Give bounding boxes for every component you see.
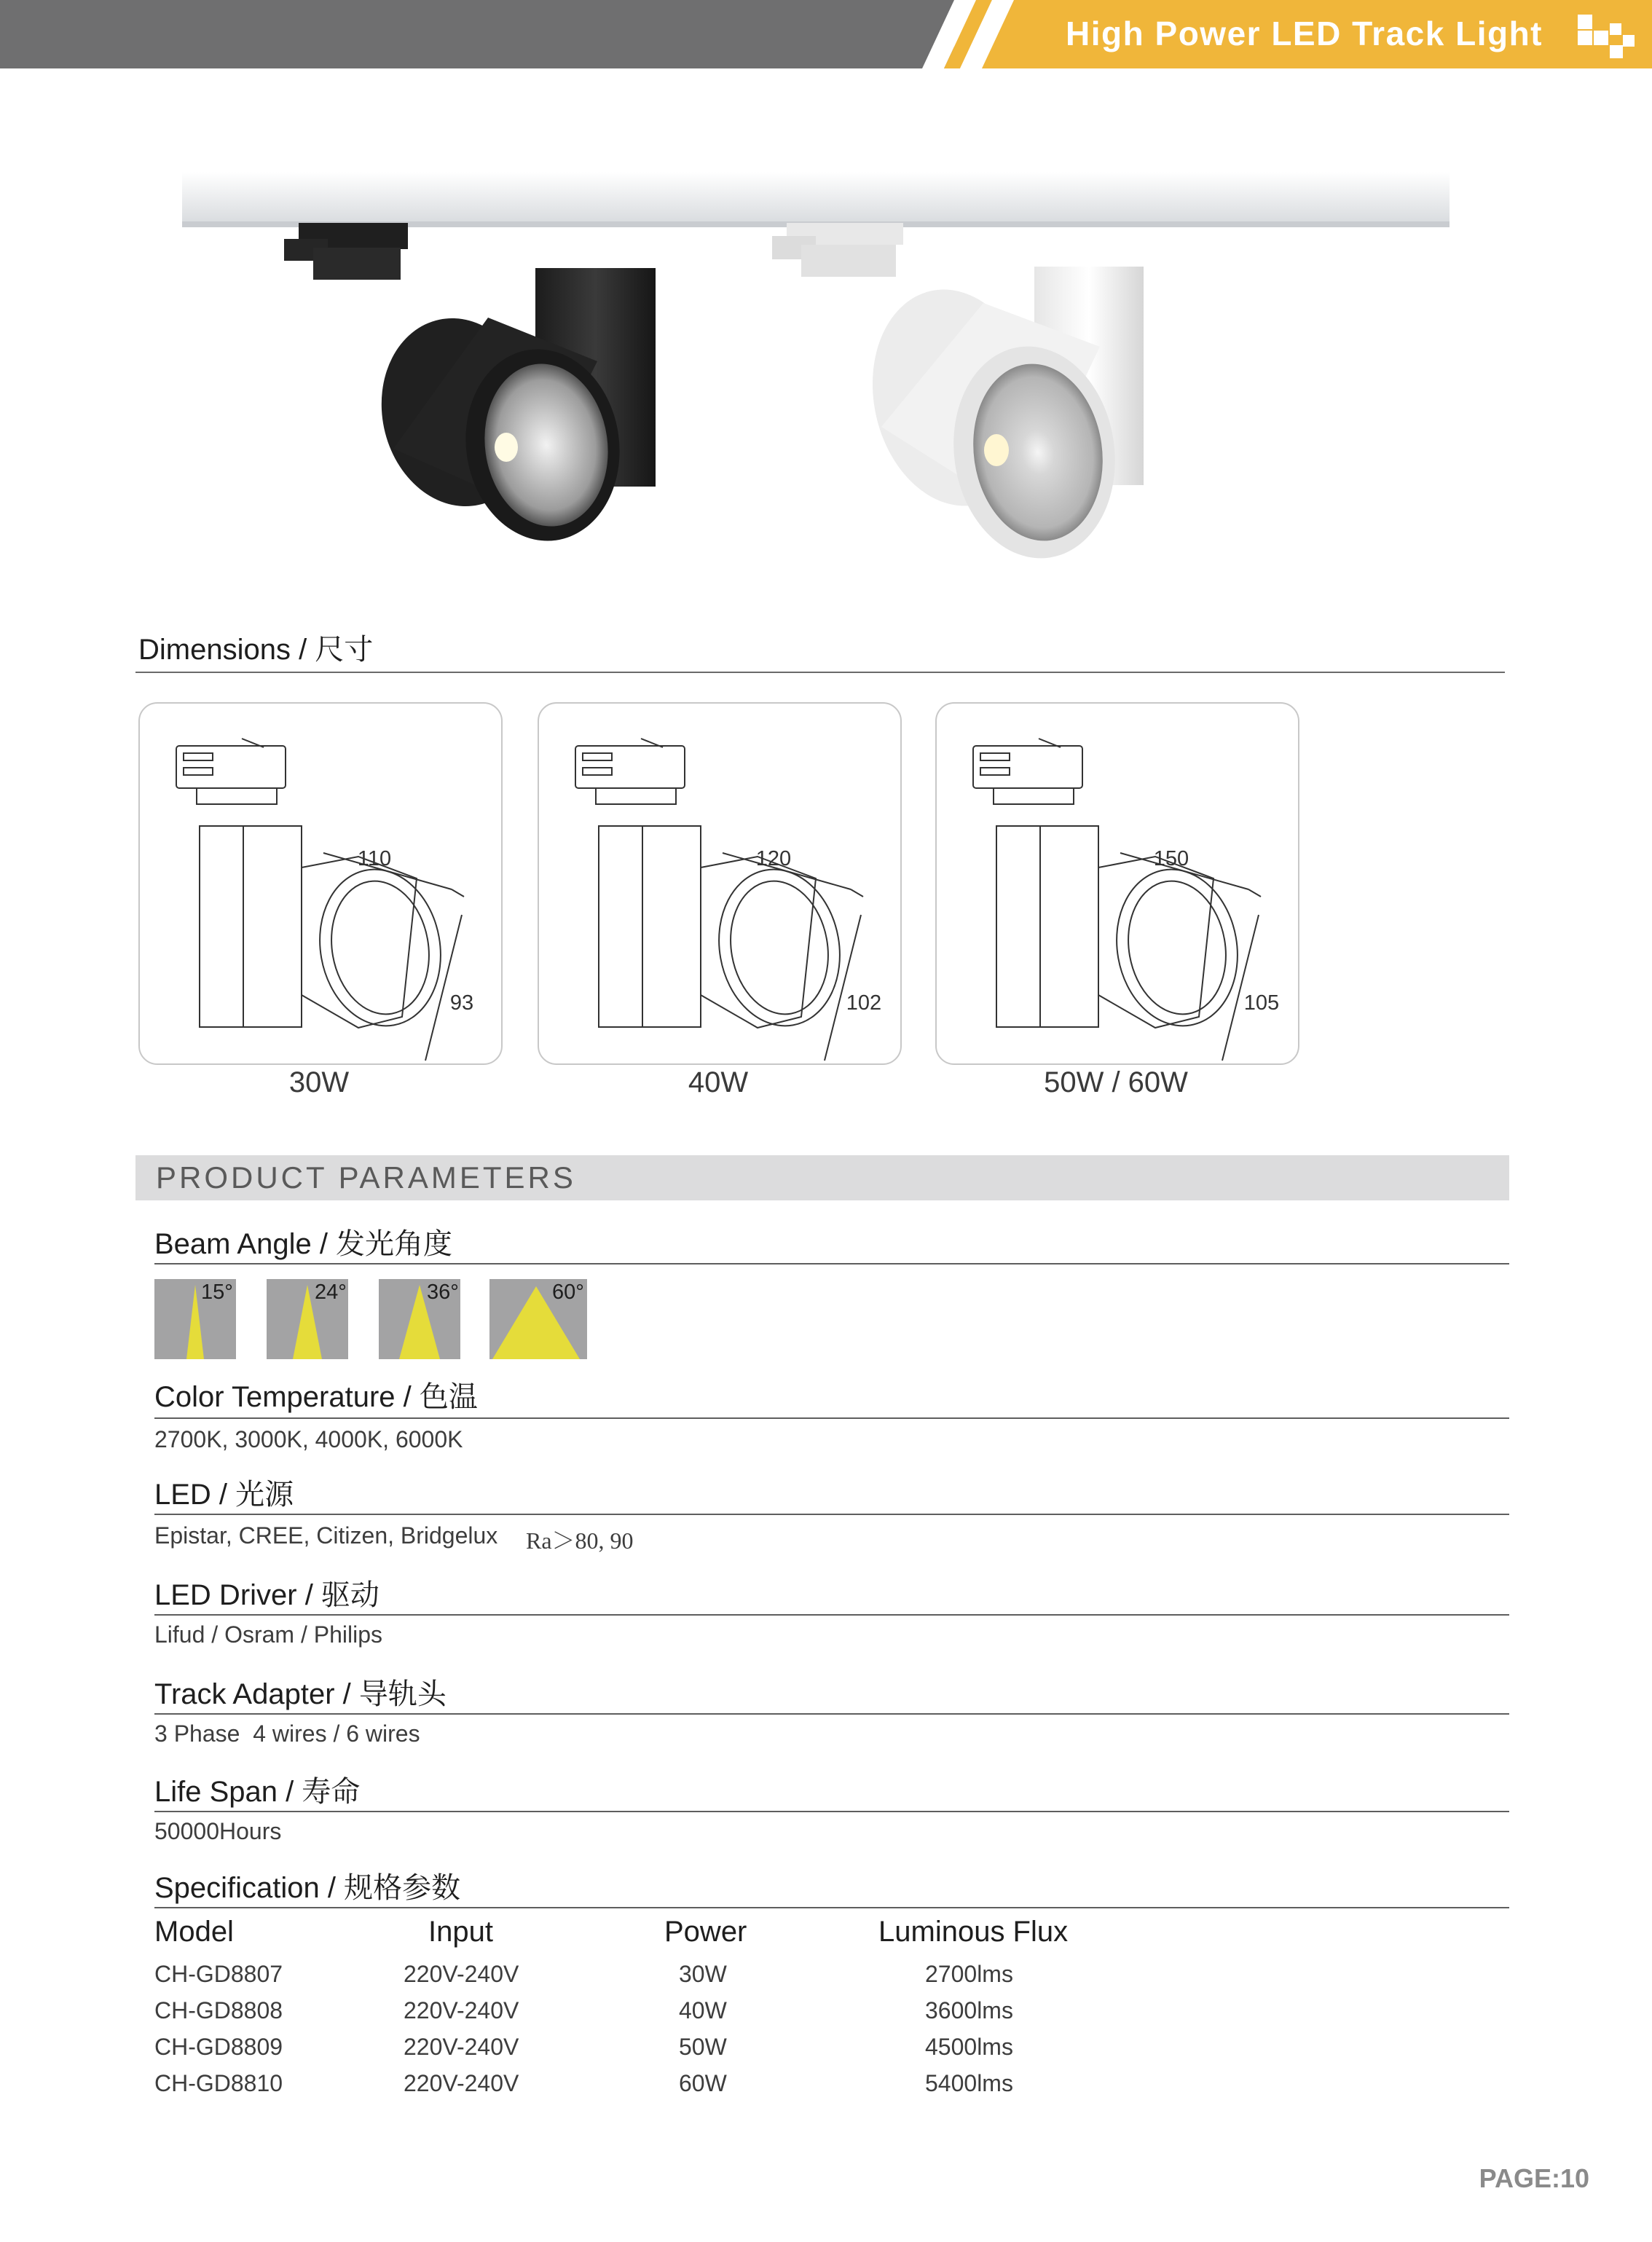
table-cell: 3600lms — [925, 1997, 1013, 2023]
beam-60-icon — [489, 1279, 587, 1359]
dimension-drawing-50w-60w — [935, 702, 1299, 1065]
beam-24-icon — [267, 1279, 348, 1359]
color-temperature-value: 2700K, 3000K, 4000K, 6000K — [154, 1426, 463, 1452]
logo-squares-icon — [1578, 13, 1636, 60]
led-driver-value: Lifud / Osram / Philips — [154, 1621, 382, 1648]
beam-15-label: 15° — [201, 1281, 233, 1304]
table-cell: 2700lms — [925, 1961, 1013, 1987]
table-cell: CH-GD8810 — [154, 2070, 283, 2096]
table-cell: 4500lms — [925, 2034, 1013, 2060]
table-cell: CH-GD8807 — [154, 1961, 283, 1987]
led-rule — [154, 1514, 1509, 1515]
height-label: 102 — [846, 991, 882, 1015]
table-cell: 5400lms — [925, 2070, 1013, 2096]
table-cell: 220V-240V — [404, 2034, 519, 2060]
dimension-label-50w-60w: 50W / 60W — [1044, 1066, 1188, 1098]
table-cell: CH-GD8808 — [154, 1997, 283, 2023]
beam-angle-title: Beam Angle / 发光角度 — [154, 1228, 453, 1260]
beam-15-icon — [154, 1279, 236, 1359]
dimension-label-30w: 30W — [288, 1066, 350, 1098]
height-label: 93 — [449, 991, 474, 1015]
life-span-rule — [154, 1811, 1509, 1812]
life-span-value: 50000Hours — [154, 1818, 282, 1844]
beam-36-icon — [379, 1279, 460, 1359]
parameters-band-title: PRODUCT PARAMETERS — [156, 1160, 576, 1195]
white-track-light — [772, 223, 1144, 569]
life-span-title: Life Span / 寿命 — [154, 1776, 361, 1808]
length-label: 120 — [755, 847, 792, 870]
spec-header-power: Power — [664, 1916, 747, 1948]
dimension-label-40w: 40W — [688, 1066, 749, 1098]
table-cell: 60W — [679, 2070, 727, 2096]
product-photo — [182, 172, 1450, 587]
spec-header-input: Input — [428, 1916, 493, 1948]
specification-rule — [154, 1907, 1509, 1908]
table-cell: 40W — [679, 1997, 727, 2023]
length-label: 110 — [357, 847, 392, 870]
table-cell: CH-GD8809 — [154, 2034, 283, 2060]
height-label: 105 — [1243, 991, 1280, 1015]
table-cell: 50W — [679, 2034, 727, 2060]
led-value: Epistar, CREE, Citizen, Bridgelux — [154, 1522, 498, 1549]
track-adapter-title: Track Adapter / 导轨头 — [154, 1678, 447, 1710]
length-label: 150 — [1153, 847, 1189, 870]
black-track-light — [284, 223, 656, 580]
table-cell: 220V-240V — [404, 2070, 519, 2096]
led-ra-value: Ra＞80, 90 — [526, 1527, 634, 1554]
beam-angle-rule — [154, 1263, 1509, 1264]
dimension-drawing-30w — [138, 702, 503, 1065]
led-title: LED / 光源 — [154, 1479, 294, 1511]
color-temperature-rule — [154, 1417, 1509, 1419]
beam-24-label: 24° — [315, 1281, 347, 1304]
table-cell: 30W — [679, 1961, 727, 1987]
page-number: PAGE:10 — [1479, 2163, 1589, 2193]
track-adapter-value: 3 Phase 4 wires / 6 wires — [154, 1720, 420, 1747]
specification-title: Specification / 规格参数 — [154, 1872, 461, 1904]
spec-header-model: Model — [154, 1916, 234, 1948]
beam-60-label: 60° — [552, 1281, 584, 1304]
spec-header-luminous-flux: Luminous Flux — [878, 1916, 1069, 1948]
track-adapter-rule — [154, 1713, 1509, 1715]
dimension-drawing-40w — [538, 702, 902, 1065]
dimensions-rule — [135, 672, 1505, 673]
beam-36-label: 36° — [427, 1281, 459, 1304]
led-driver-title: LED Driver / 驱动 — [154, 1579, 379, 1611]
table-cell: 220V-240V — [404, 1961, 519, 1987]
led-driver-rule — [154, 1614, 1509, 1616]
header-title: High Power LED Track Light — [1066, 15, 1543, 52]
table-cell: 220V-240V — [404, 1997, 519, 2023]
dimensions-title: Dimensions / 尺寸 — [138, 634, 374, 666]
color-temperature-title: Color Temperature / 色温 — [154, 1381, 478, 1413]
